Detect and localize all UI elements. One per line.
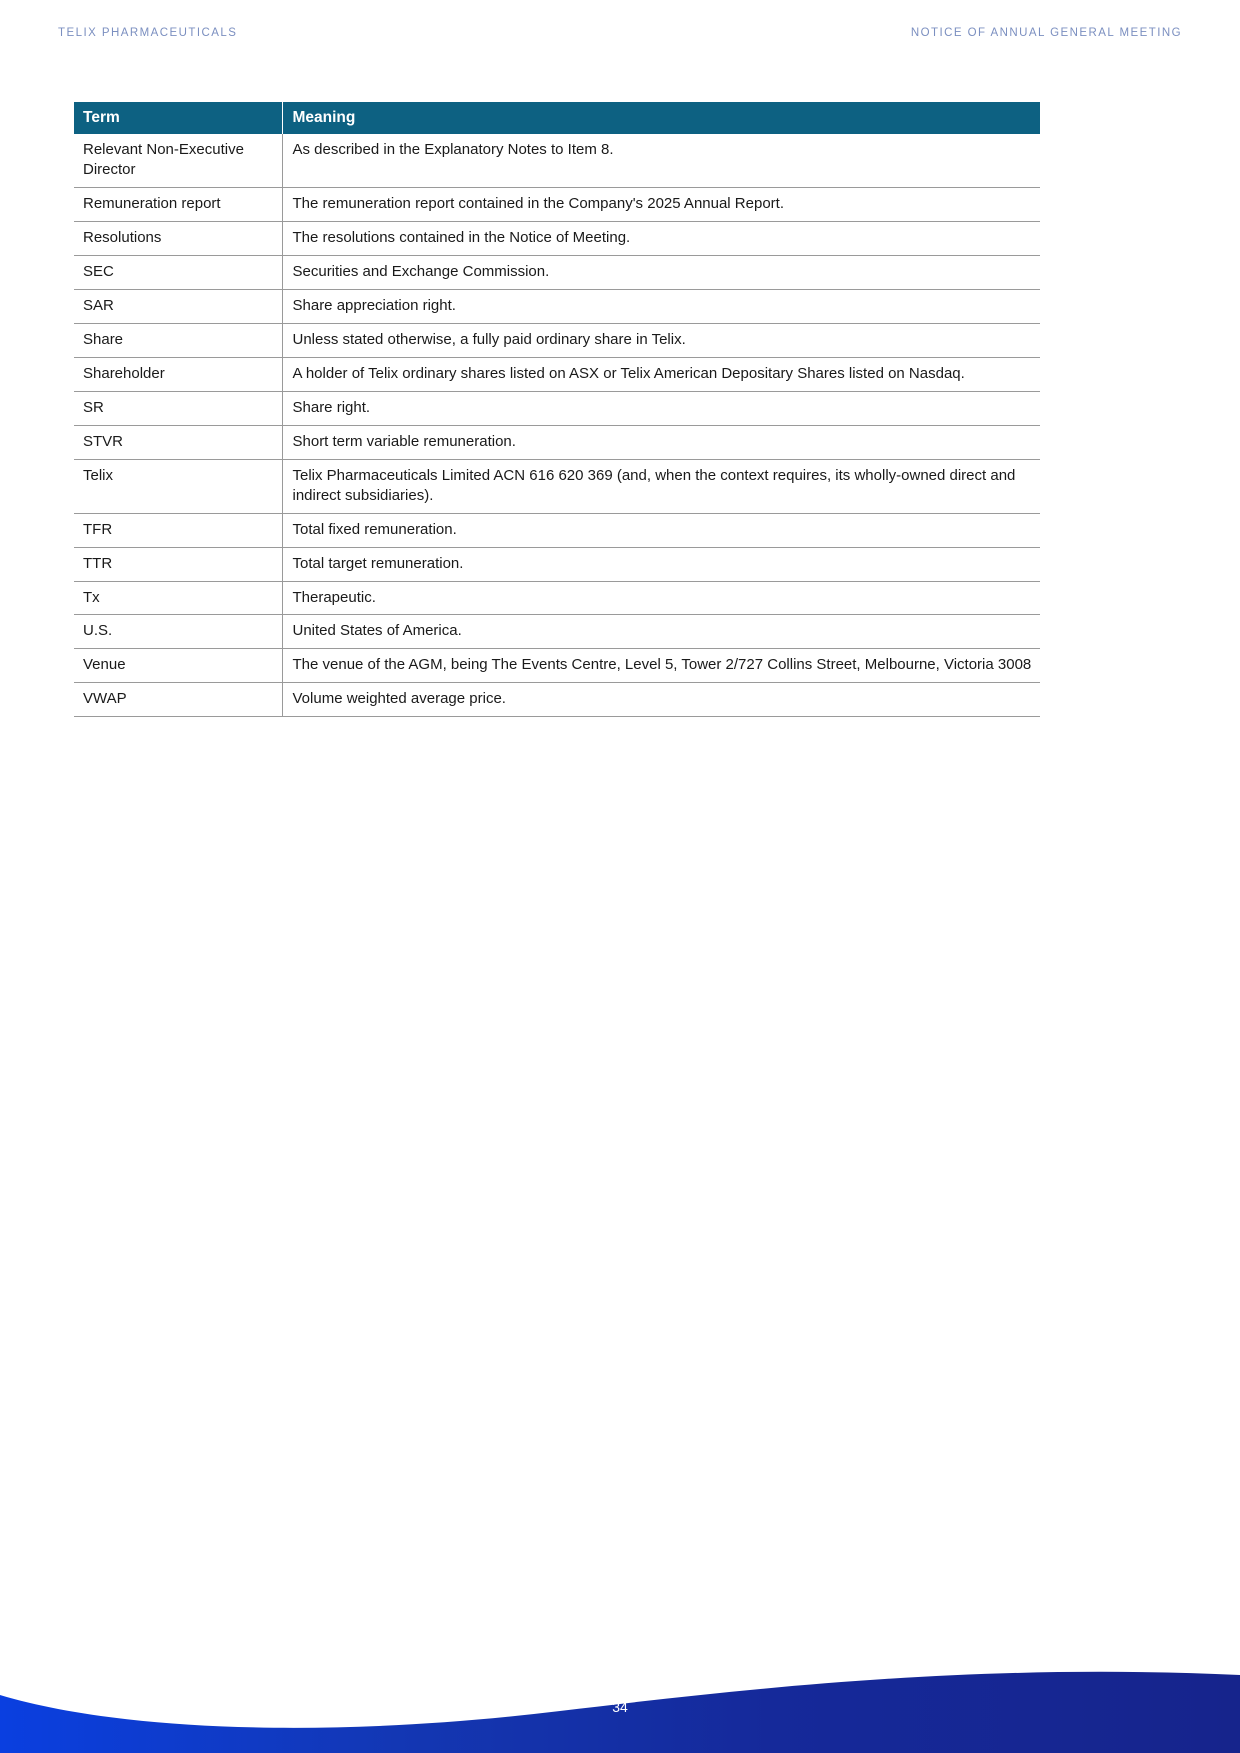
term-cell: Relevant Non-Executive Director [74, 134, 282, 187]
term-cell: Venue [74, 649, 282, 683]
table-row [74, 649, 1040, 683]
meaning-cell: United States of America. [282, 615, 1040, 649]
term-cell: Remuneration report [74, 188, 282, 222]
table-row [74, 513, 1040, 547]
term-cell: Shareholder [74, 357, 282, 391]
term-cell: SAR [74, 290, 282, 324]
meaning-cell: Short term variable remuneration. [282, 425, 1040, 459]
table-row [74, 357, 1040, 391]
table-head [74, 102, 1040, 134]
table-row [74, 256, 1040, 290]
meaning-cell: Share right. [282, 391, 1040, 425]
table-row [74, 683, 1040, 717]
meaning-cell: A holder of Telix ordinary shares listed on ASX or Telix American Depositary Shares listed on Nasdaq. [282, 357, 1040, 391]
term-cell: Resolutions [74, 222, 282, 256]
footer-wave-graphic [0, 1603, 1240, 1753]
column-header-term: Term [74, 102, 282, 134]
meaning-cell: Securities and Exchange Commission. [282, 256, 1040, 290]
header-document-title: NOTICE OF ANNUAL GENERAL MEETING [910, 27, 1182, 39]
table-row [74, 222, 1040, 256]
table-row [74, 324, 1040, 358]
table-row [74, 134, 1040, 187]
table-row [74, 188, 1040, 222]
term-cell: TFR [74, 513, 282, 547]
table-row [74, 615, 1040, 649]
table-row [74, 425, 1040, 459]
meaning-cell: As described in the Explanatory Notes to Item 8. [282, 134, 1040, 187]
meaning-cell: The venue of the AGM, being The Events Centre, Level 5, Tower 2/727 Collins Street, Melbourne, Victoria 3008 [282, 649, 1040, 683]
term-cell: VWAP [74, 683, 282, 717]
term-cell: SEC [74, 256, 282, 290]
meaning-cell: Volume weighted average price. [282, 683, 1040, 717]
page-header [58, 23, 1182, 43]
table-header-row [74, 102, 1040, 134]
table-row [74, 290, 1040, 324]
column-header-meaning: Meaning [282, 102, 1040, 134]
term-cell: SR [74, 391, 282, 425]
meaning-cell: Telix Pharmaceuticals Limited ACN 616 620 369 (and, when the context requires, its wholly-owned direct and indirect subsidiaries). [282, 459, 1040, 513]
page-number: 34 [612, 1699, 628, 1715]
meaning-cell: Unless stated otherwise, a fully paid ordinary share in Telix. [282, 324, 1040, 358]
table-row [74, 391, 1040, 425]
term-cell: Tx [74, 581, 282, 615]
meaning-cell: Therapeutic. [282, 581, 1040, 615]
glossary-table-container [74, 102, 1040, 717]
term-cell: STVR [74, 425, 282, 459]
table-row [74, 459, 1040, 513]
meaning-cell: Total fixed remuneration. [282, 513, 1040, 547]
glossary-table [74, 102, 1040, 717]
meaning-cell: Total target remuneration. [282, 547, 1040, 581]
meaning-cell: The remuneration report contained in the Company's 2025 Annual Report. [282, 188, 1040, 222]
meaning-cell: The resolutions contained in the Notice of Meeting. [282, 222, 1040, 256]
header-company-name: TELIX PHARMACEUTICALS [58, 27, 238, 39]
term-cell: Telix [74, 459, 282, 513]
term-cell: Share [74, 324, 282, 358]
table-body [74, 134, 1040, 716]
term-cell: U.S. [74, 615, 282, 649]
term-cell: TTR [74, 547, 282, 581]
meaning-cell: Share appreciation right. [282, 290, 1040, 324]
table-row [74, 581, 1040, 615]
table-row [74, 547, 1040, 581]
